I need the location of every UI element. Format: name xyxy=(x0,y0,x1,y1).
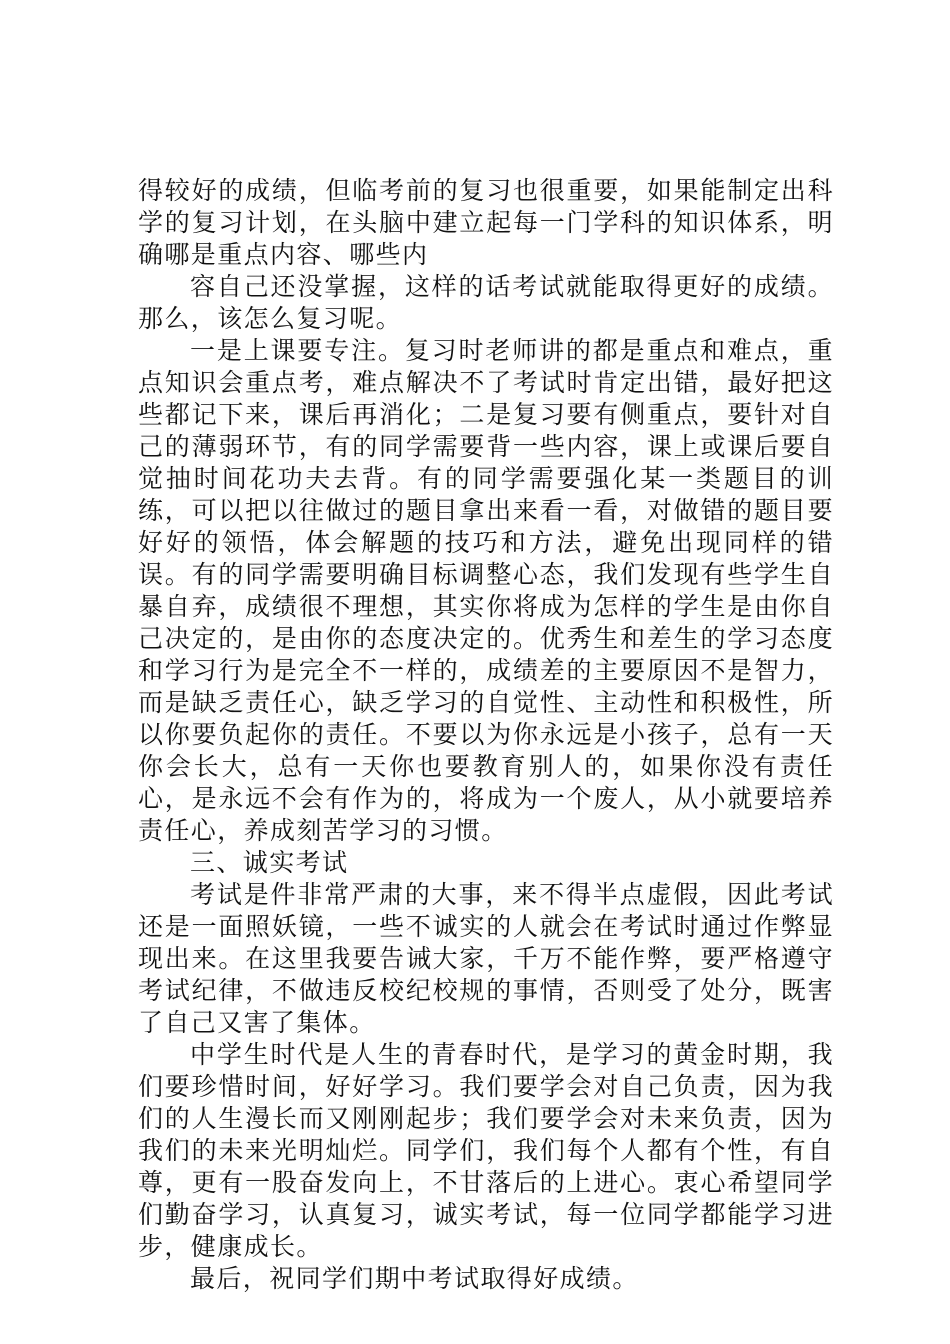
document-body xyxy=(138,175,834,1295)
paragraph-review-methods: 一是上课要专注。复习时老师讲的都是重点和难点，重点知识会重点考，难点解决不了考试时肯定出错，最好把这些都记下来，课后再消化；二是复习要有侧重点，要针对自己的薄弱环节，有的同学需要背一些内容，课上或课后要自觉抽时间花功夫去背。有的同学需要强化某一类题目的训练，可以把以往做过的题目拿出来看一看，对做错的题目要好好的领悟，体会解题的技巧和方法，避免出现同样的错误。有的同学需要明确目标调整心态，我们发现有些学生自暴自弃，成绩很不理想，其实你将成为怎样的学生是由你自己决定的，是由你的态度决定的。优秀生和差生的学习态度和学习行为是完全不一样的，成绩差的主要原因不是智力，而是缺乏责任心，缺乏学习的自觉性、主动性和积极性，所以你要负起你的责任。不要以为你永远是小孩子，总有一天你会长大，总有一天你也要教育别人的，如果你没有责任心，是永远不会有作为的，将成为一个废人，从小就要培养责任心，养成刻苦学习的习惯。 xyxy=(138,336,834,845)
paragraph-youth: 中学生时代是人生的青春时代，是学习的黄金时期，我们要珍惜时间，好好学习。我们要学会对自己负责，因为我们的人生漫长而又刚刚起步；我们要学会对未来负责，因为我们的未来光明灿烂。同学们，我们每个人都有个性，有自尊，更有一股奋发向上，不甘落后的上进心。衷心希望同学们勤奋学习，认真复习，诚实考试，每一位同学都能学习进步，健康成长。 xyxy=(138,1040,834,1261)
paragraph-honest-exam: 考试是件非常严肃的大事，来不得半点虚假，因此考试还是一面照妖镜，一些不诚实的人就会在考试时通过作弊显现出来。在这里我要告诫大家，千万不能作弊，要严格遵守考试纪律，不做违反校纪校规的事情，否则受了处分，既害了自己又害了集体。 xyxy=(138,880,834,1037)
paragraph-review-intro: 容自己还没掌握，这样的话考试就能取得更好的成绩。那么，该怎么复习呢。 xyxy=(138,272,834,333)
paragraph-continuation: 得较好的成绩，但临考前的复习也很重要，如果能制定出科学的复习计划，在头脑中建立起每一门学科的知识体系，明确哪是重点内容、哪些内 xyxy=(138,176,834,269)
section-heading-honest-exam: 三、诚实考试 xyxy=(190,848,349,877)
paragraph-closing: 最后，祝同学们期中考试取得好成绩。 xyxy=(190,1264,639,1293)
